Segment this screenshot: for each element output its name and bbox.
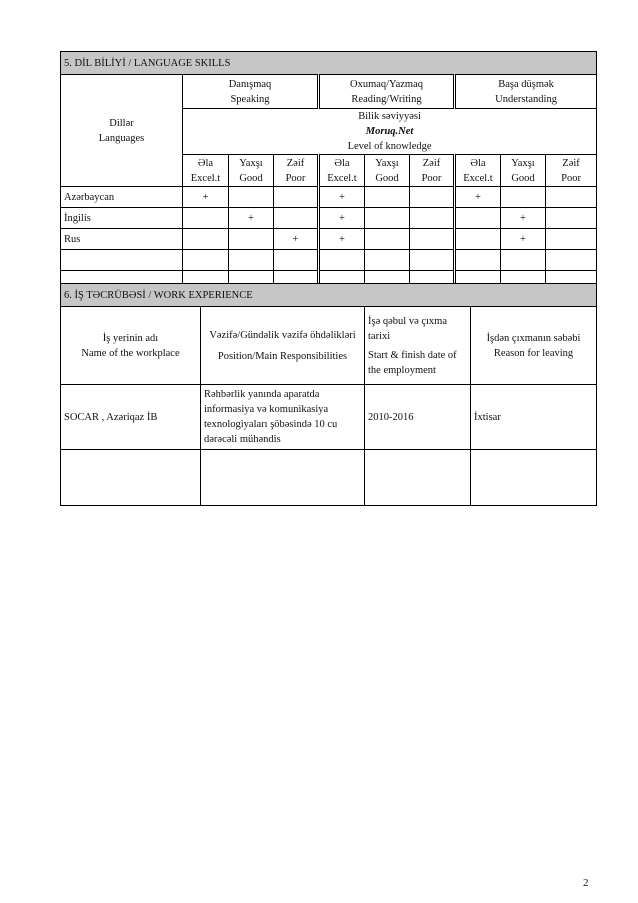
work-dates-cell: 2010-2016 — [365, 385, 471, 450]
skill-mark — [410, 187, 455, 208]
skill-mark — [183, 250, 229, 271]
skill-mark — [365, 187, 410, 208]
language-name: İngilis — [61, 208, 183, 229]
work-position-cell — [201, 450, 365, 506]
languages-column-header: Dillər Languages — [61, 75, 183, 187]
skill-mark — [501, 250, 546, 271]
language-row — [61, 229, 597, 250]
skill-mark — [183, 229, 229, 250]
work-workplace-cell: SOCAR , Azəriqaz İB — [61, 385, 201, 450]
work-position-cell: Rəhbərlik yanında aparatda informasiya və komunikasiya texnologiyaları şöbəsində 10 cu dərəcəli mühəndis — [201, 385, 365, 450]
skill-mark — [365, 250, 410, 271]
level-header: Zəif Poor — [546, 155, 597, 187]
level-header: Zəif Poor — [274, 155, 319, 187]
work-reason-cell: İxtisar — [471, 385, 597, 450]
workplace-header: İş yerinin adı Name of the workplace — [61, 307, 201, 385]
skill-mark — [546, 208, 597, 229]
skill-mark — [183, 208, 229, 229]
skill-mark — [546, 187, 597, 208]
level-header: Yaxşı Good — [501, 155, 546, 187]
language-name: Azərbaycan — [61, 187, 183, 208]
work-workplace-cell — [61, 450, 201, 506]
skill-mark — [410, 250, 455, 271]
skill-mark — [410, 229, 455, 250]
language-name: Rus — [61, 229, 183, 250]
work-row — [61, 450, 597, 506]
position-header: Vəzifə/Gündəlik vəzifə öhdəlikləri Position/Main Responsibilities — [201, 307, 365, 385]
skill-mark — [274, 187, 319, 208]
skill-mark — [455, 229, 501, 250]
skill-mark: + — [319, 229, 365, 250]
skill-mark: + — [229, 208, 274, 229]
skill-mark — [229, 250, 274, 271]
level-header: Yaxşı Good — [365, 155, 410, 187]
skill-mark: + — [319, 187, 365, 208]
skill-mark — [229, 187, 274, 208]
language-section-title: 5. DİL BİLİYİ / LANGUAGE SKILLS — [61, 52, 597, 75]
work-section-title: 6. İŞ TƏCRÜBƏSİ / WORK EXPERIENCE — [61, 284, 597, 307]
language-skills-table — [60, 51, 597, 292]
level-header: Yaxşı Good — [229, 155, 274, 187]
work-dates-cell — [365, 450, 471, 506]
skill-mark — [546, 229, 597, 250]
skill-mark: + — [501, 208, 546, 229]
skill-mark — [501, 187, 546, 208]
work-experience-table — [60, 283, 597, 506]
skill-mark — [365, 229, 410, 250]
skill-mark — [455, 250, 501, 271]
level-header: Əla Excel.t — [455, 155, 501, 187]
page-number: 2 — [583, 877, 589, 889]
reason-header: İşdən çıxmanın səbəbi Reason for leaving — [471, 307, 597, 385]
skill-mark — [274, 250, 319, 271]
skill-mark — [319, 250, 365, 271]
skill-mark — [410, 208, 455, 229]
skill-mark: + — [319, 208, 365, 229]
skill-mark — [229, 229, 274, 250]
work-row — [61, 385, 597, 450]
skill-mark: + — [455, 187, 501, 208]
language-row — [61, 208, 597, 229]
skill-mark: + — [501, 229, 546, 250]
skill-mark — [455, 208, 501, 229]
language-name — [61, 250, 183, 271]
language-row — [61, 250, 597, 271]
language-rows — [61, 187, 597, 292]
knowledge-level-header: Bilik səviyyəsi Moruq.Net Level of knowledge — [183, 109, 597, 155]
skill-mark: + — [274, 229, 319, 250]
dates-header: İşə qəbul və çıxma tarixi Start & finish date of the employment — [365, 307, 471, 385]
speaking-header: Danışmaq Speaking — [183, 75, 319, 109]
level-header: Əla Excel.t — [319, 155, 365, 187]
level-header: Əla Excel.t — [183, 155, 229, 187]
reading-writing-header: Oxumaq/Yazmaq Reading/Writing — [319, 75, 455, 109]
skill-mark: + — [183, 187, 229, 208]
skill-mark — [546, 250, 597, 271]
language-row — [61, 187, 597, 208]
work-reason-cell — [471, 450, 597, 506]
skill-mark — [274, 208, 319, 229]
work-rows — [61, 385, 597, 506]
understanding-header: Başa düşmək Understanding — [455, 75, 597, 109]
skill-mark — [365, 208, 410, 229]
level-header: Zəif Poor — [410, 155, 455, 187]
